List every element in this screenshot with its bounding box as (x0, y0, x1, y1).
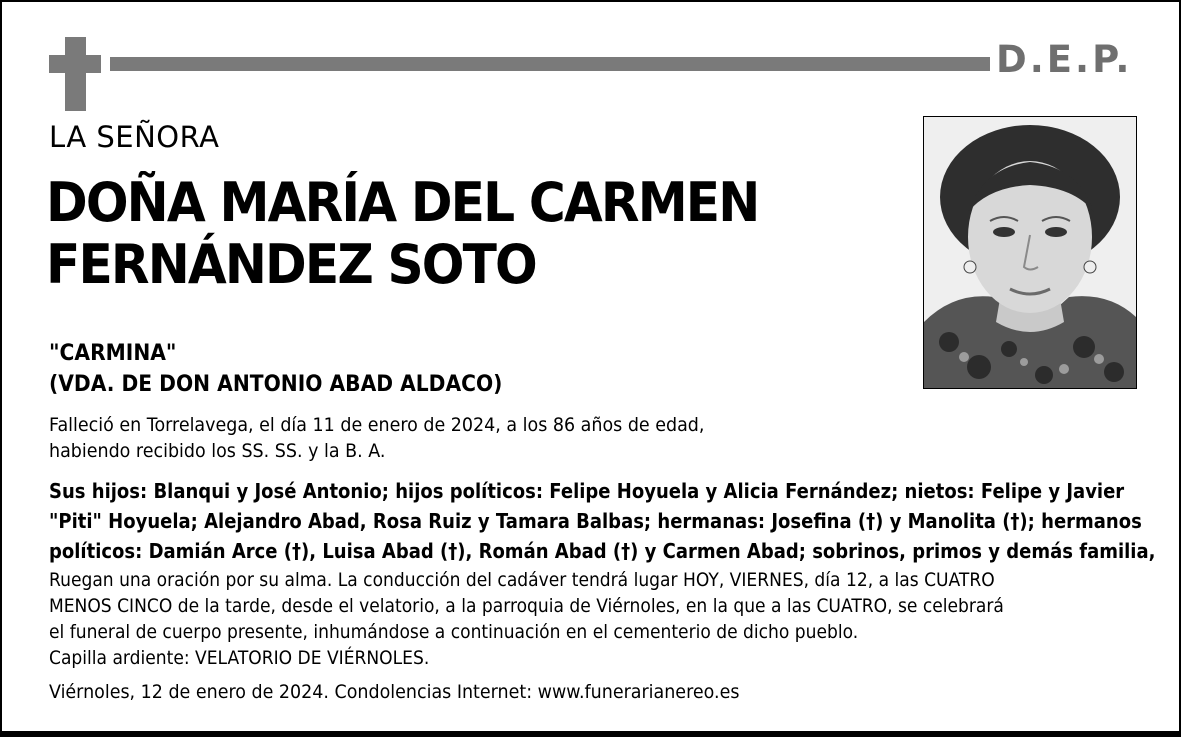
deceased-name (46, 172, 758, 296)
deceased-name-line-1: DOÑA MARÍA DEL CARMEN (46, 171, 759, 234)
death-details (49, 412, 704, 464)
family-list (49, 476, 1156, 566)
family-line-2: "Piti" Hoyuela; Alejandro Abad, Rosa Ruiz y Tamara Balbas; hermanas: Josefina (†) y Manolita (†); hermanos (49, 509, 1142, 533)
dep-label: D.E.P. (996, 38, 1133, 81)
death-details-line-1: Falleció en Torrelavega, el día 11 de enero de 2024, a los 86 años de edad, (49, 414, 705, 436)
chapel-line: Capilla ardiente: VELATORIO DE VIÉRNOLES. (49, 647, 430, 669)
funeral-line-1: Ruegan una oración por su alma. La conducción del cadáver tendrá lugar HOY, VIERNES, día 12, a las CUATRO (49, 569, 995, 591)
honorific: LA SEÑORA (49, 120, 220, 154)
cross-icon (65, 37, 86, 111)
widow-of: (VDA. DE DON ANTONIO ABAD ALDACO) (49, 372, 503, 397)
funeral-details (49, 567, 1093, 671)
portrait-illustration (924, 117, 1136, 388)
deceased-name-line-2: FERNÁNDEZ SOTO (46, 233, 536, 296)
funeral-line-2: MENOS CINCO de la tarde, desde el velatorio, a la parroquia de Viérnoles, en la que a las CUATRO, se celebrará (49, 595, 1004, 617)
portrait-photo (923, 116, 1137, 389)
family-line-3: políticos: Damián Arce (†), Luisa Abad (†), Román Abad (†) y Carmen Abad; sobrinos, primos y demás familia, (49, 539, 1156, 563)
family-line-1: Sus hijos: Blanqui y José Antonio; hijos políticos: Felipe Hoyuela y Alicia Fernández; nietos: Felipe y Javier (49, 479, 1125, 503)
cross-icon-arm (49, 55, 101, 73)
nickname: "CARMINA" (49, 341, 177, 366)
header-rule (110, 57, 990, 71)
death-details-line-2: habiendo recibido los SS. SS. y la B. A. (49, 440, 386, 462)
funeral-line-3: el funeral de cuerpo presente, inhumándose a continuación en el cementerio de dicho pueblo. (49, 621, 859, 643)
footer-condolences: Viérnoles, 12 de enero de 2024. Condolencias Internet: www.funerarianereo.es (49, 681, 740, 703)
